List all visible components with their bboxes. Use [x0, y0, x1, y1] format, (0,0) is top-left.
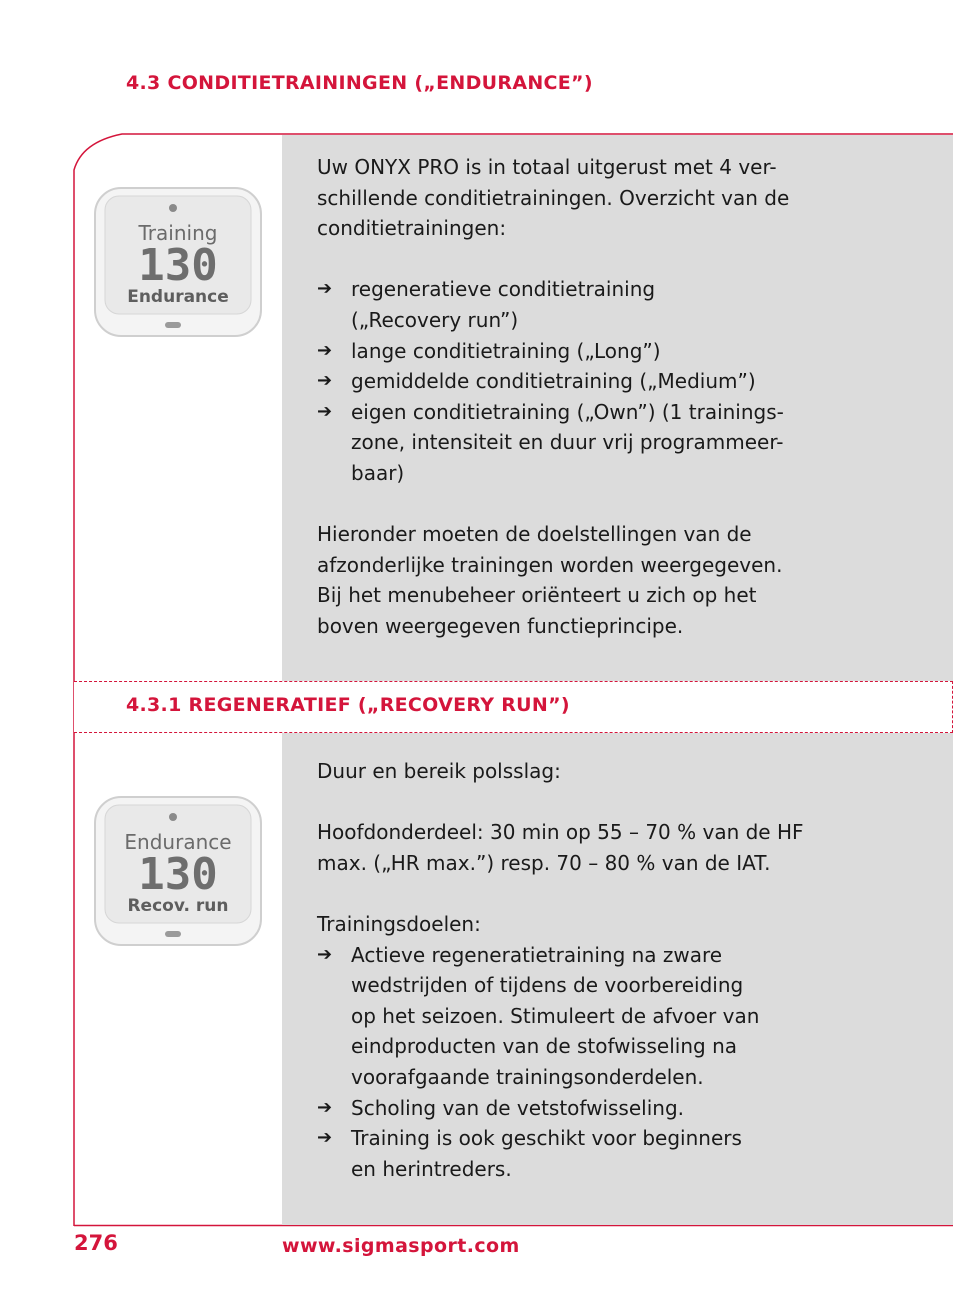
list-item: ➔ Scholing van de vetstofwisseling. — [317, 1093, 857, 1124]
section-body — [317, 152, 857, 642]
list-item: ➔ gemiddelde conditietraining („Medium”) — [317, 366, 857, 397]
list-item: ➔ Training is ook geschikt voor beginners en herintreders. — [317, 1123, 857, 1184]
subsection-body — [317, 756, 857, 1184]
page-number: 276 — [74, 1231, 118, 1255]
arrow-right-icon: ➔ — [317, 278, 333, 300]
outro-paragraph: Hieronder moeten de doelstellingen van de afzonderlijke trainingen worden weergegeven. Bij het menubeheer oriënteert u zich op het boven weergegeven functieprincipe. — [317, 522, 783, 638]
brand-logo-icon — [165, 322, 181, 328]
device-display-endurance — [93, 795, 263, 955]
section-heading: 4.3 CONDITIETRAININGEN („ENDURANCE”) — [126, 72, 593, 94]
website-link[interactable]: www.sigmasport.com — [282, 1235, 520, 1257]
display-top-label: Endurance — [124, 830, 232, 854]
arrow-right-icon: ➔ — [317, 1127, 333, 1149]
display-top-label: Training — [138, 221, 218, 245]
goals-list — [317, 940, 857, 1185]
display-value: 130 — [138, 240, 218, 291]
list-item: ➔ eigen conditietraining („Own”) (1 trainings- zone, intensiteit en duur vrij programmeer- baar) — [317, 397, 857, 489]
list-item: ➔ regeneratieve conditietraining („Recovery run”) — [317, 274, 857, 335]
subsection-heading: 4.3.1 REGENERATIEF („RECOVERY RUN”) — [126, 694, 570, 716]
device-display-training — [93, 186, 263, 346]
arrow-right-icon: ➔ — [317, 1096, 333, 1118]
display-bottom-label: Endurance — [127, 287, 229, 307]
display-value: 130 — [138, 849, 218, 900]
training-list — [317, 274, 857, 488]
intro-paragraph: Uw ONYX PRO is in totaal uitgerust met 4 ver- schillende conditietrainingen. Overzicht van de conditietrainingen: — [317, 155, 790, 241]
duration-label: Duur en bereik polsslag: — [317, 759, 561, 783]
brand-logo-icon — [165, 931, 181, 937]
arrow-right-icon: ➔ — [317, 339, 333, 361]
arrow-right-icon: ➔ — [317, 400, 333, 422]
list-item: ➔ Actieve regeneratietraining na zware wedstrijden of tijdens de voorbereiding op het seizoen. Stimuleert de afvoer van eindproducten van de stofwisseling na voorafgaande trainingsonderdelen. — [317, 940, 857, 1093]
arrow-right-icon: ➔ — [317, 370, 333, 392]
display-bottom-label: Recov. run — [127, 896, 229, 916]
main-part-paragraph: Hoofdonderdeel: 30 min op 55 – 70 % van de HF max. („HR max.”) resp. 70 – 80 % van de IAT. — [317, 820, 804, 875]
runner-icon — [169, 204, 177, 212]
arrow-right-icon: ➔ — [317, 943, 333, 965]
list-item: ➔ lange conditietraining („Long”) — [317, 336, 857, 367]
runner-icon — [169, 813, 177, 821]
goals-label: Trainingsdoelen: — [317, 911, 481, 936]
